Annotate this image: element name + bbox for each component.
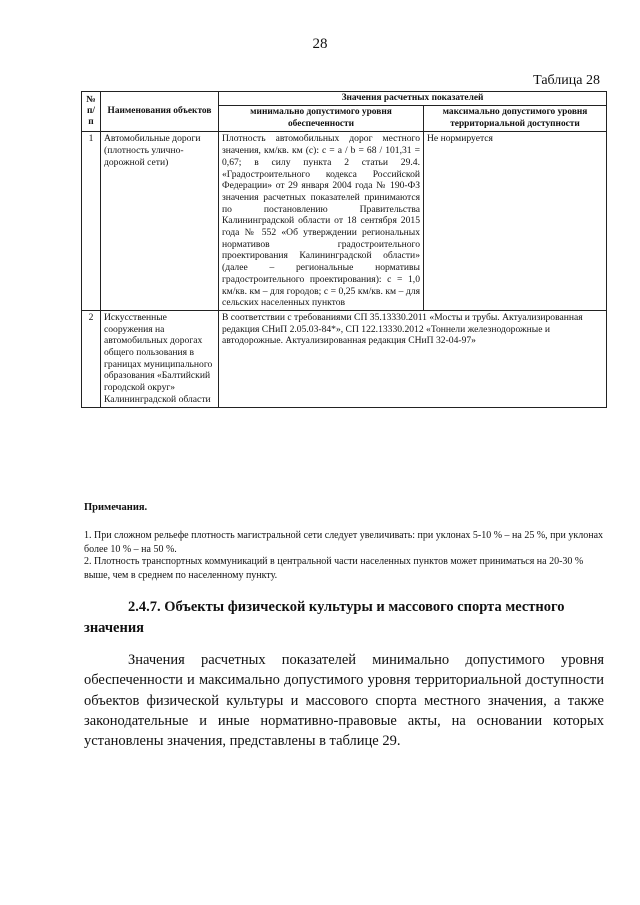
indicators-table bbox=[81, 91, 607, 408]
header-name: Наименования объектов bbox=[101, 92, 219, 132]
header-max: максимально допустимого уровня территориальной доступности bbox=[424, 106, 607, 132]
header-num: № п/п bbox=[82, 92, 101, 132]
row-min-value: Плотность автомобильных дорог местного значения, км/кв. км (с): с = а / b = 68 / 101,31 = 0,67; в силу пункта 2 статьи 29.4. «Градостроительного кодекса Российской Федерации» от 29 января 2004 года № 190-ФЗ значения расчетных показателей принимаются по постановлению Правительства Калининградской области от 18 сентября 2015 года № 552 «Об утверждении региональных нормативов градостроительного проектирования Калининградской области» (далее – региональные нормативы градостроительного проектирования): с = 1,0 км/кв. км – для городов; с = 0,25 км/кв. км – для сельских населенных пунктов bbox=[219, 132, 424, 311]
row-merged-value: В соответствии с требованиями СП 35.13330.2011 «Мосты и трубы. Актуализированная редакция СНиП 2.05.03-84*», СП 122.13330.2012 «Тоннели железнодорожные и автодорожные. Актуализированная редакция СНиП 32-04-97» bbox=[219, 310, 607, 407]
notes-title: Примечания. bbox=[84, 502, 148, 513]
row-num: 2 bbox=[82, 310, 101, 407]
header-min: минимально допустимого уровня обеспеченности bbox=[219, 106, 424, 132]
row-name: Искусственные сооружения на автомобильных дорогах общего пользования в границах муниципального образования «Балтийский городской округ» Калининградской области bbox=[101, 310, 219, 407]
row-max-value: Не нормируется bbox=[424, 132, 607, 311]
section-paragraph: Значения расчетных показателей минимально допустимого уровня обеспеченности и максимально допустимого уровня территориальной доступности объектов физической культуры и массового спорта местного значения, а также законодательные и иные нормативно-правовые акты, на основании которых установлены значения, представлены в таблице 29. bbox=[84, 652, 604, 750]
table-caption: Таблица 28 bbox=[533, 73, 600, 88]
header-group: Значения расчетных показателей bbox=[219, 92, 607, 106]
section-title: 2.4.7. Объекты физической культуры и массового спорта местного значения bbox=[84, 599, 565, 637]
row-name: Автомобильные дороги (плотность улично-дорожной сети) bbox=[101, 132, 219, 311]
page-number: 28 bbox=[312, 36, 328, 52]
note-item: 2. Плотность транспортных коммуникаций в центральной части населенных пунктов может приниматься на 20-30 % выше, чем в среднем по населенному пункту. bbox=[84, 556, 584, 581]
table-row bbox=[82, 310, 607, 407]
row-num: 1 bbox=[82, 132, 101, 311]
table-header-row bbox=[82, 92, 607, 106]
table-row bbox=[82, 132, 607, 311]
note-item: 1. При сложном рельефе плотность магистральной сети следует увеличивать: при уклонах 5-10 % – на 25 %, при уклонах более 10 % – на 50 %. bbox=[84, 530, 604, 555]
